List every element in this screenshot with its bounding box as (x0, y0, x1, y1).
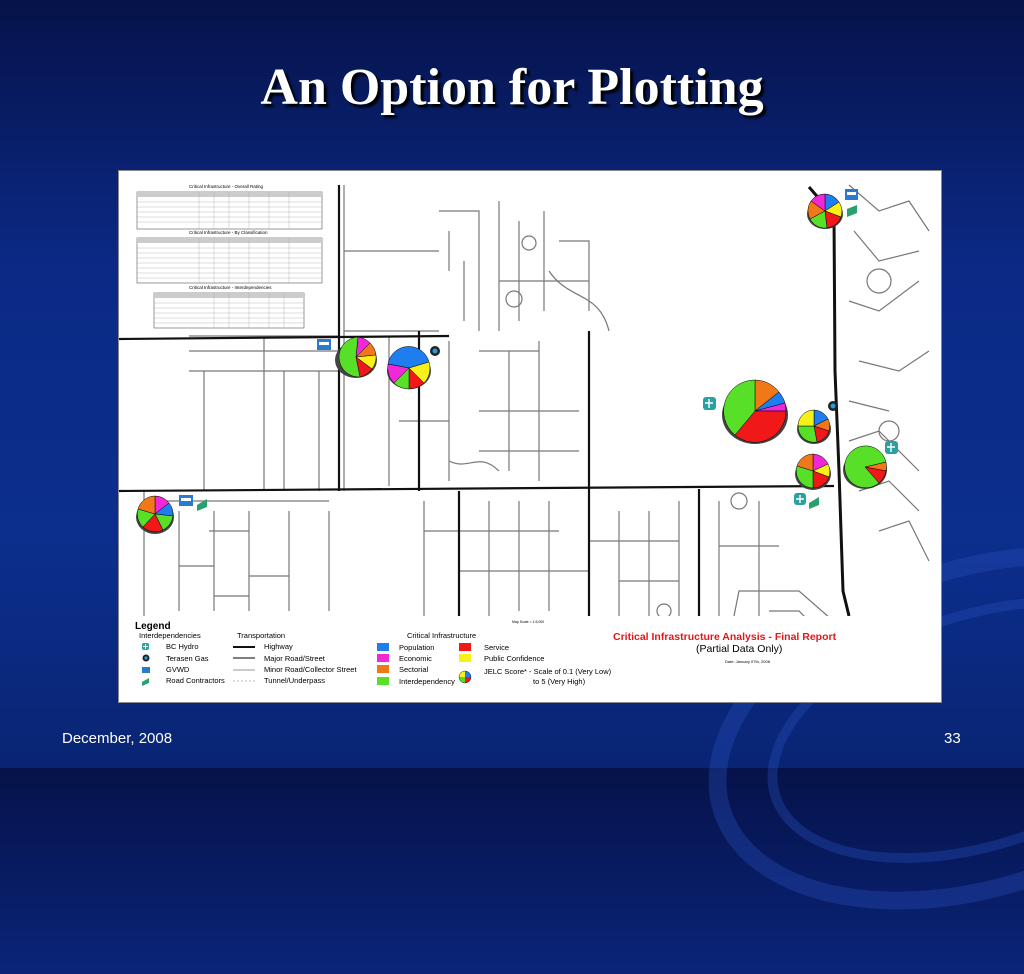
report-subtitle: (Partial Data Only) (696, 643, 783, 655)
legend-gvwd-icon (142, 667, 150, 673)
table-title-classification: Critical Infrastructure - By Classification (189, 230, 268, 235)
legend-bc-hydro-icon (142, 643, 149, 650)
gvwd-icon (179, 495, 193, 506)
legend-item-gvwd: GVWD (166, 665, 190, 674)
rating-tables (137, 184, 322, 328)
bc-hydro-icon (794, 493, 806, 505)
transportation-heading: Transportation (237, 631, 286, 640)
map-scale: Map Scale = 1:5,000 (512, 620, 545, 624)
bc-hydro-icon (885, 441, 898, 454)
legend-interdependency-swatch (377, 677, 389, 685)
legend-item-highway: Highway (264, 642, 293, 651)
legend-item-sectorial: Sectorial (399, 665, 429, 674)
critical-infrastructure-heading: Critical Infrastructure (407, 631, 477, 640)
legend-item-bc-hydro: BC Hydro (166, 642, 199, 651)
jelc-score-range: to 5 (Very High) (533, 677, 586, 686)
legend-jelc-pie-icon (459, 671, 471, 683)
footer-date: December, 2008 (62, 730, 173, 747)
legend-item-population: Population (399, 643, 435, 652)
legend-item-road-contractors: Road Contractors (166, 676, 225, 685)
legend-population-swatch (377, 643, 389, 651)
terasen-gas-icon (828, 401, 838, 411)
legend-item-service: Service (484, 643, 510, 652)
gvwd-icon (845, 189, 858, 200)
legend-terasen-gas-icon (143, 655, 150, 662)
table-title-interdependencies: Critical Infrastructure - Interdependencies (189, 285, 272, 290)
report-title: Critical Infrastructure Analysis - Final Report (613, 631, 837, 643)
slide-title: An Option for Plotting (260, 59, 764, 116)
legend-item-economic: Economic (399, 654, 432, 663)
legend-item-tunnel: Tunnel/Underpass (264, 676, 326, 685)
page-number: 33 (944, 730, 961, 747)
legend-heading: Legend (135, 621, 171, 632)
legend-item-interdependency: Interdependency (399, 677, 455, 686)
legend-item-terasen-gas: Terasen Gas (166, 654, 209, 663)
legend-economic-swatch (377, 654, 389, 662)
gvwd-icon (317, 339, 331, 350)
legend-service-swatch (459, 643, 471, 651)
terasen-gas-icon (430, 346, 440, 356)
map-panel (118, 170, 942, 703)
legend-item-public-confidence: Public Confidence (484, 654, 545, 663)
bc-hydro-icon (703, 397, 716, 410)
legend-public-confidence-swatch (459, 654, 471, 662)
map-canvas (119, 171, 941, 702)
report-date: Date: January 07th, 2008 (725, 659, 770, 664)
table-title-overall: Critical Infrastructure - Overall Rating (189, 184, 264, 189)
legend-item-major-road: Major Road/Street (264, 654, 325, 663)
interdependencies-heading: Interdependencies (139, 631, 201, 640)
legend-item-minor-road: Minor Road/Collector Street (264, 665, 357, 674)
legend-sectorial-swatch (377, 665, 389, 673)
jelc-score-text: JELC Score* - Scale of 0.1 (Very Low) (484, 667, 612, 676)
